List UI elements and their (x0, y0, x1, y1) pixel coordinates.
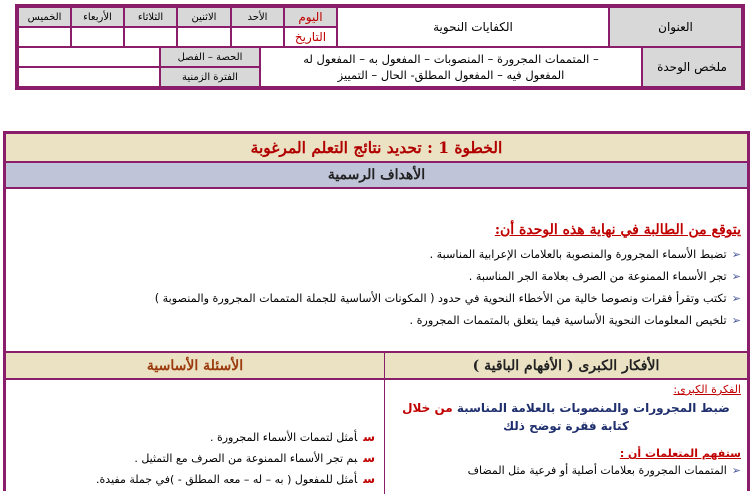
day-cell-wednesday (71, 7, 124, 27)
date-label-cell (284, 27, 337, 47)
understanding-text: المتممات المجرورة بعلامات أصلية أو فرعية مثل المضاف (467, 464, 727, 477)
day-cell-sunday (231, 7, 284, 27)
time-label-cell (160, 67, 260, 87)
goal-item (11, 266, 741, 288)
day-cell-monday (177, 7, 231, 27)
essential-questions-list (15, 427, 375, 490)
period-value-cell[interactable] (18, 47, 160, 67)
day-label: الأحد (247, 11, 268, 23)
big-idea-text (391, 399, 741, 435)
summary-line: المتممات المجرورة – المنصوبات – المفعول به – المفعول له – (303, 52, 599, 66)
essential-questions-title: الأسئلة الأساسية (146, 357, 244, 374)
goal-text: تضبط الأسماء المجرورة والمنصوبة بالعلامات الإعرابية المناسبة . (429, 248, 727, 261)
goal-item (11, 288, 741, 310)
day-heading: اليوم (298, 10, 323, 24)
arrow-bullet-icon: ➢ (731, 292, 741, 305)
goal-text: تجر الأسماء الممنوعة من الصرف بعلامة الجر المناسبة . (468, 270, 727, 283)
column-divider (384, 380, 385, 494)
date-cell[interactable] (231, 27, 284, 47)
date-cell[interactable] (124, 27, 177, 47)
time-label: الفترة الزمنية (182, 71, 238, 83)
question-item (15, 448, 375, 469)
learning-outcomes-frame (3, 131, 750, 491)
arrow-bullet-icon: ➢ (731, 314, 741, 327)
official-goals-title: الأهداف الرسمية (6, 163, 747, 189)
date-heading: التاريخ (294, 30, 327, 44)
question-text: أمثل للمفعول ( به – له – معه المطلق - )في جملة مفيدة. (96, 473, 358, 486)
goal-text: تكتب وتقرأ فقرات ونصوصا خالية من الأخطاء النحوية في حدود ( المكونات الأساسية للجملة المتممات المجرورة والمنصوبة ) (154, 292, 727, 305)
arrow-bullet-icon: ➢ (731, 464, 741, 477)
unit-title-cell (337, 7, 609, 47)
big-idea-part: ضبط المجرورات والمنصوبات بالعلامة المناسبة (456, 401, 730, 415)
summary-label: ملخص الوحدة (657, 60, 727, 74)
title-label: العنوان (658, 20, 693, 34)
arrow-bullet-icon: ➢ (731, 248, 741, 261)
day-label: الاثنين (191, 11, 217, 23)
unit-summary-cell (260, 47, 642, 87)
expectation-text: يتوقع من الطالبة في نهاية هذه الوحدة أن: (494, 222, 741, 238)
big-idea-keyword: من خلال (402, 401, 453, 415)
title-label-cell (609, 7, 742, 47)
unit-title: الكفايات النحوية (433, 20, 513, 34)
goals-list (11, 244, 741, 332)
step-title: الخطوة 1 : تحديد نتائج التعلم المرغوبة (6, 134, 747, 163)
summary-line: المفعول فيه – المفعول المطلق- الحال – التمييز (337, 68, 565, 82)
question-text: أمثل لتممات الأسماء المجرورة . (209, 431, 358, 444)
day-cell-thursday (18, 7, 71, 27)
expectation-intro (495, 222, 741, 238)
understanding-item (468, 464, 741, 477)
day-label-cell (284, 7, 337, 27)
goal-item (11, 244, 741, 266)
period-label: الحصة – الفصل (177, 51, 243, 63)
question-marker: س (363, 430, 375, 444)
question-item (15, 427, 375, 448)
question-text: بم تجر الأسماء الممنوعة من الصرف مع التمثيل . (134, 452, 358, 465)
big-idea-label: الفكرة الكبرى: (673, 383, 741, 396)
section-header-row (6, 351, 747, 380)
question-marker: س (363, 451, 375, 465)
date-cell[interactable] (71, 27, 124, 47)
unit-header-table (15, 4, 745, 90)
goal-item (11, 310, 741, 332)
time-value-cell[interactable] (18, 67, 160, 87)
arrow-bullet-icon: ➢ (731, 270, 741, 283)
big-ideas-title: الأفكار الكبرى ( الأفهام الباقية ) (472, 357, 660, 374)
day-label: الثلاثاء (137, 11, 164, 23)
question-marker: س (363, 472, 375, 486)
date-cell[interactable] (177, 27, 231, 47)
date-cell[interactable] (18, 27, 71, 47)
period-label-cell (160, 47, 260, 67)
day-label: الأربعاء (83, 11, 112, 23)
goal-text: تلخيص المعلومات النحوية الأساسية فيما يتعلق بالمتممات المجرورة . (409, 314, 727, 327)
big-idea-part: كتابة فقرة توضح ذلك (503, 419, 629, 433)
day-cell-tuesday (124, 7, 177, 27)
column-divider (384, 353, 385, 378)
day-label: الخميس (27, 11, 62, 23)
understanding-label: ستفهم المتعلمات أن : (619, 447, 741, 460)
summary-label-cell (642, 47, 742, 87)
